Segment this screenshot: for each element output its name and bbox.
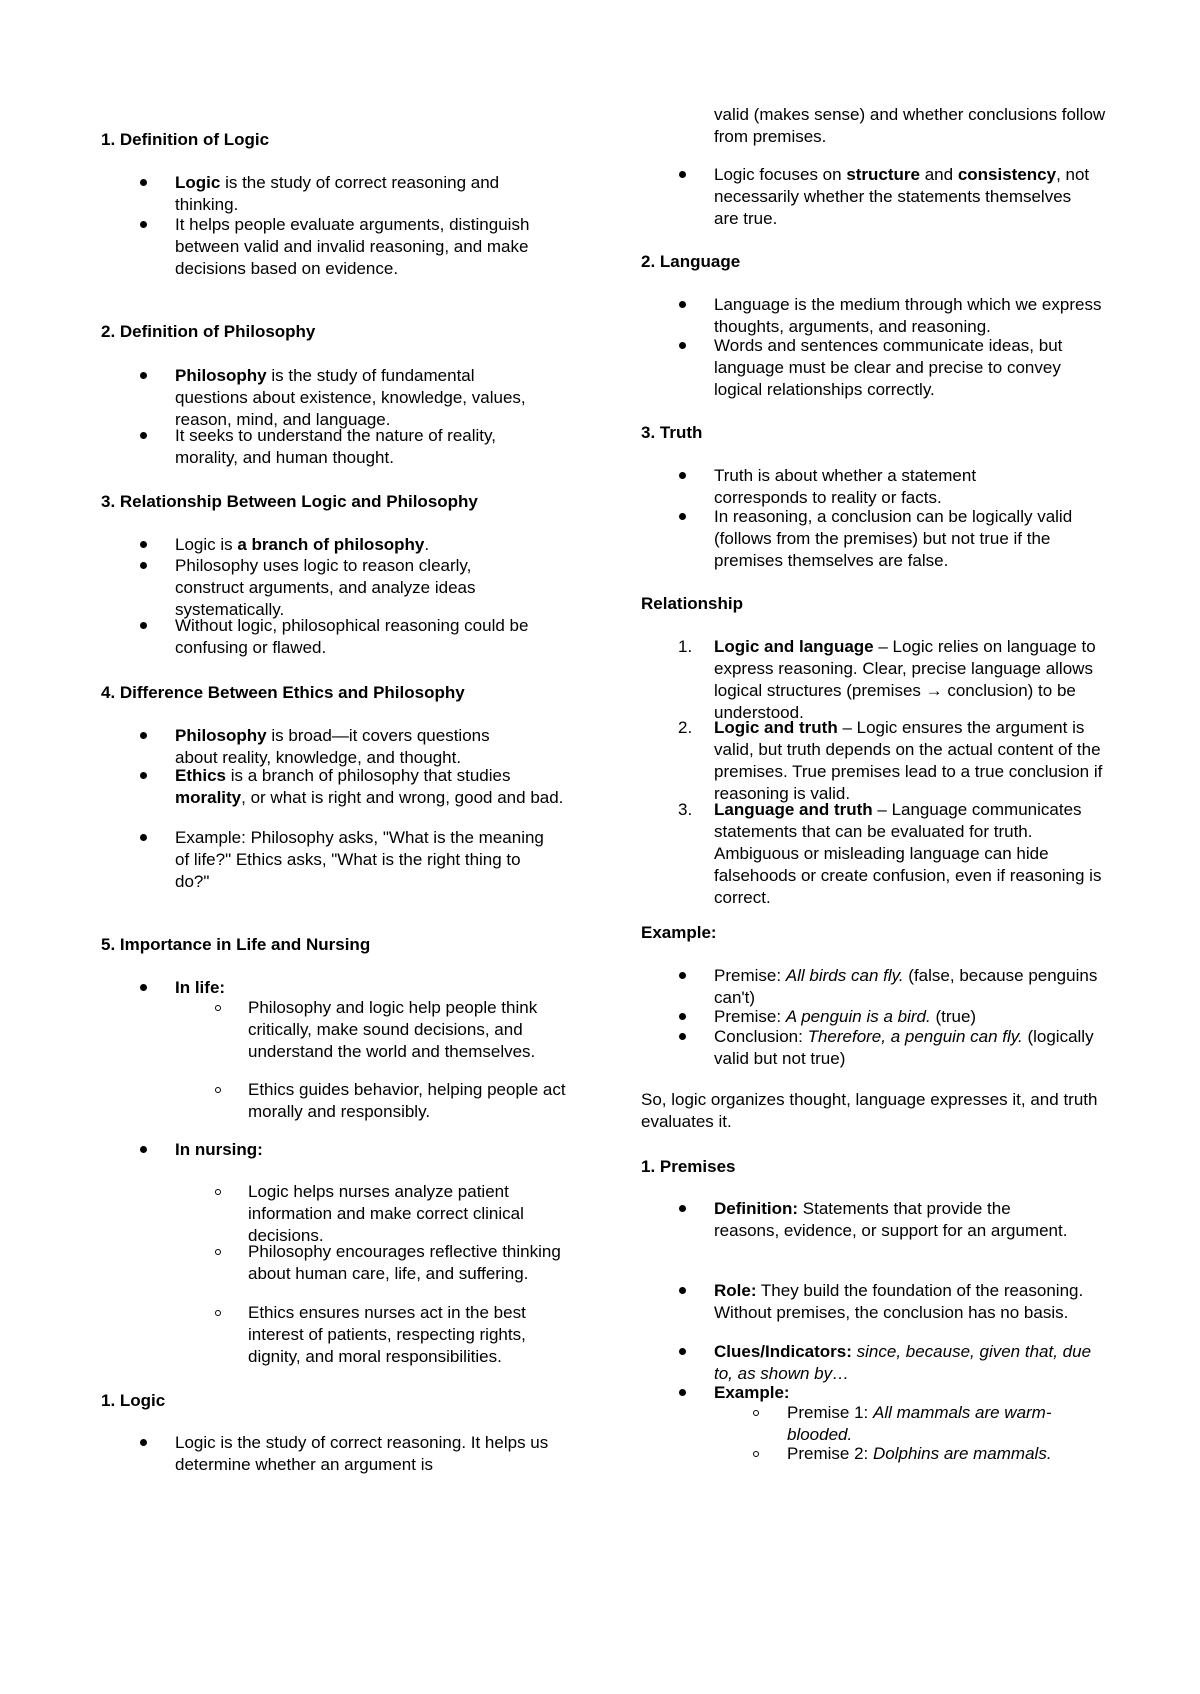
list-item: Logic focuses on structure and consistency, not necessarily whether the statements themselves are true. [714,165,1090,228]
bullet-icon [679,301,686,308]
in-nursing-label: In nursing: [175,1140,263,1159]
example-label: Example: [714,1383,790,1402]
list-item: Language is the medium through which we express thoughts, arguments, and reasoning. [714,295,1102,336]
bullet-icon [140,732,147,739]
numbered-item: Logic and truth – Logic ensures the argument is valid, but truth depends on the actual content of the premises. True premises lead to a true conclusion if reasoning is valid. [714,718,1103,803]
list-item: Conclusion: Therefore, a penguin can fly. (logically valid but not true) [714,1027,1094,1068]
heading-importance-life-nursing: 5. Importance in Life and Nursing [101,935,371,954]
heading-example: Example: [641,923,717,942]
bullet-icon [679,342,686,349]
list-item: Without logic, philosophical reasoning could be confusing or flawed. [175,616,529,657]
list-item: Philosophy is broad—it covers questions about reality, knowledge, and thought. [175,726,490,767]
heading-premises: 1. Premises [641,1157,736,1176]
bullet-icon [140,1439,147,1446]
heading-difference-ethics-philosophy: 4. Difference Between Ethics and Philosophy [101,683,465,702]
bullet-icon [140,179,147,186]
bullet-icon [140,372,147,379]
list-item: Example: Philosophy asks, "What is the meaning of life?" Ethics asks, "What is the right thing to do?" [175,828,544,891]
bullet-icon [679,1348,686,1355]
circle-bullet-icon [215,1249,221,1255]
sub-list-item: Premise 2: Dolphins are mammals. [787,1444,1052,1463]
list-item: Premise: A penguin is a bird. (true) [714,1007,977,1026]
circle-bullet-icon [753,1410,759,1416]
heading-relationship-logic-philosophy: 3. Relationship Between Logic and Philosophy [101,492,478,511]
list-number: 3. [678,800,693,819]
circle-bullet-icon [215,1087,221,1093]
list-item: Logic is the study of correct reasoning and thinking. [175,173,500,214]
circle-bullet-icon [753,1451,759,1457]
bullet-icon [679,513,686,520]
bullet-icon [679,1205,686,1212]
summary-paragraph: So, logic organizes thought, language expresses it, and truth evaluates it. [641,1090,1098,1131]
list-item-continued: valid (makes sense) and whether conclusions follow from premises. [714,105,1106,146]
list-item: Words and sentences communicate ideas, but language must be clear and precise to convey logical relationships correctly. [714,336,1063,399]
heading-definition-of-philosophy: 2. Definition of Philosophy [101,322,316,341]
list-item: Role: They build the foundation of the reasoning. Without premises, the conclusion has no basis. [714,1281,1084,1322]
bullet-icon [140,834,147,841]
bullet-icon [140,562,147,569]
list-item: Premise: All birds can fly. (false, because penguins can't) [714,966,1098,1007]
bullet-icon [679,1287,686,1294]
bullet-icon [679,1389,686,1396]
numbered-item: Logic and language – Logic relies on language to express reasoning. Clear, precise language allows logical structures (premises → conclusion) to be understood. [714,637,1096,722]
heading-language: 2. Language [641,252,741,271]
bullet-icon [140,622,147,629]
list-item: Ethics is a branch of philosophy that studies morality, or what is right and wrong, good and bad. [175,766,564,807]
list-item: Logic is a branch of philosophy. [175,535,430,554]
bullet-icon [679,171,686,178]
bullet-icon [679,1013,686,1020]
bullet-icon [140,1146,147,1153]
list-item: Logic is the study of correct reasoning. It helps us determine whether an argument is [175,1433,549,1474]
list-number: 1. [678,637,693,656]
bullet-icon [140,432,147,439]
list-item: It seeks to understand the nature of reality, morality, and human thought. [175,426,496,467]
bullet-icon [679,972,686,979]
heading-truth: 3. Truth [641,423,703,442]
circle-bullet-icon [215,1189,221,1195]
sub-list-item: Ethics guides behavior, helping people act morally and responsibly. [248,1080,566,1121]
numbered-item: Language and truth – Language communicates statements that can be evaluated for truth. Ambiguous or misleading language can hide falsehoods or create confusion, even if reasoning is correct. [714,800,1102,907]
heading-logic: 1. Logic [101,1391,166,1410]
list-item: Truth is about whether a statement corresponds to reality or facts. [714,466,977,507]
bullet-icon [140,541,147,548]
heading-definition-of-logic: 1. Definition of Logic [101,130,270,149]
bullet-icon [140,221,147,228]
list-item: It helps people evaluate arguments, distinguish between valid and invalid reasoning, and make decisions based on evidence. [175,215,530,278]
circle-bullet-icon [215,1005,221,1011]
list-item: Philosophy is the study of fundamental questions about existence, knowledge, values, reason, mind, and language. [175,366,526,429]
list-item: In reasoning, a conclusion can be logically valid (follows from the premises) but not true if the premises themselves are false. [714,507,1073,570]
list-item: Definition: Statements that provide the reasons, evidence, or support for an argument. [714,1199,1068,1240]
circle-bullet-icon [215,1310,221,1316]
bullet-icon [140,772,147,779]
bullet-icon [679,472,686,479]
sub-list-item: Philosophy and logic help people think critically, make sound decisions, and understand the world and themselves. [248,998,538,1061]
sub-list-item: Philosophy encourages reflective thinking about human care, life, and suffering. [248,1242,561,1283]
bullet-icon [140,984,147,991]
list-item: Philosophy uses logic to reason clearly, construct arguments, and analyze ideas systematically. [175,556,476,619]
sub-list-item: Logic helps nurses analyze patient information and make correct clinical decisions. [248,1182,524,1245]
list-number: 2. [678,718,693,737]
list-item: Clues/Indicators: since, because, given that, due to, as shown by… [714,1342,1092,1383]
in-life-label: In life: [175,978,226,997]
heading-relationship: Relationship [641,594,744,613]
bullet-icon [679,1033,686,1040]
sub-list-item: Premise 1: All mammals are warm-blooded. [787,1403,1052,1444]
sub-list-item: Ethics ensures nurses act in the best interest of patients, respecting rights, dignity, and moral responsibilities. [248,1303,526,1366]
